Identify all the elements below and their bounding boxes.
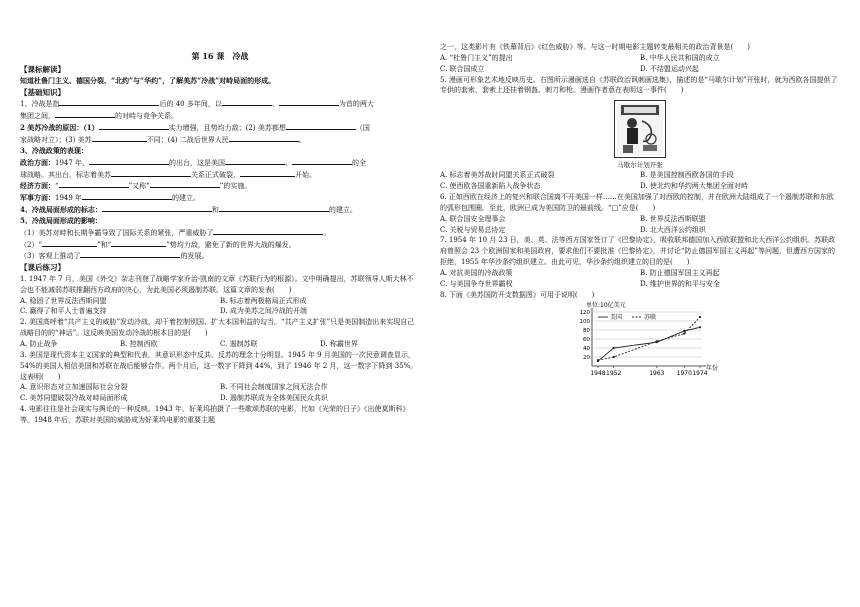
fill-blank[interactable] (99, 122, 169, 130)
option-c[interactable]: C. 关税与贸易总协定 (440, 225, 506, 234)
option-a[interactable]: A. 稳固了世界反法西斯同盟 (20, 296, 107, 305)
chart-legend (598, 313, 656, 321)
text: 的建立。 (328, 206, 357, 215)
text: 家战略对立）；(3) 美苏 (20, 136, 92, 145)
text: 1949 年 (55, 194, 83, 203)
text: 1947 年， (55, 158, 90, 167)
question-1-options (20, 296, 420, 318)
knowledge-5-item-3 (20, 250, 420, 262)
x-axis-label: 年份 (706, 365, 719, 373)
text: 不同；(4) 二战后世界人民 (146, 136, 229, 145)
chart-svg (570, 300, 730, 384)
knowledge-2-line-1 (20, 122, 420, 134)
text: （国 (355, 124, 370, 133)
standard-text: 知道杜鲁门主义、德国分裂、“北约”与“华约”，了解美苏“冷战”对峙局面的形成。 (20, 76, 276, 86)
option-a[interactable]: A. 防止战争 (20, 339, 58, 348)
option-a[interactable]: A. 标志着美苏战时同盟关系正式破裂 (440, 171, 555, 180)
fill-blank[interactable] (279, 98, 339, 106)
knowledge-5-item-1 (20, 227, 420, 239)
knowledge-1-line-2 (20, 110, 420, 122)
knowledge-1-line-1 (20, 98, 420, 110)
question-6: 6. 正如西欧在经济上的复兴和联合国离不开美国一样……在美国加强了对西欧的控制，并在欧洲大陆组成了一个遏制苏联和东欧的弧形包围圈。至此，欧洲已成为美国防卫的最前线。“□”应是( ) (440, 192, 834, 212)
option-b[interactable]: B. 控制西欧 (120, 339, 158, 348)
point-usa (613, 347, 615, 349)
text: 为首的两大 (338, 100, 374, 109)
question-5-options (440, 170, 840, 192)
question-7-options (440, 268, 840, 290)
x-tick-label: 1974 (692, 370, 708, 378)
fill-blank[interactable] (82, 192, 172, 200)
question-7: 7. 1954 年 10 月 23 日，美、英、法等西方国家签订了《巴黎协定》，吸收联邦德国加入西欧联盟和北大西洋公约组织。苏联政府曾照会 23 个欧洲国家和美国政府，要求他们不要批准《巴黎协定》，并讨论“防止德国军国主义再起”等问题，但遭西方国家的拒绝，1955 年华沙条约组织建立。由此可见，华沙条约组织建立的目的是( ) (440, 236, 836, 267)
option-b[interactable]: B. 防止德国军国主义再起 (640, 268, 720, 277)
question-4-options (440, 53, 840, 75)
text: 的建立。 (172, 194, 201, 203)
option-b[interactable]: B. 标志着两极格局正式形成 (220, 296, 307, 305)
x-tick-label: 1963 (649, 370, 665, 378)
fill-blank[interactable] (286, 122, 356, 130)
text: 。 (323, 228, 331, 237)
text: ”又称“ (128, 182, 150, 191)
option-c[interactable]: C. 遏制苏联 (220, 339, 258, 348)
knowledge-3-politics-1 (20, 157, 420, 169)
option-c[interactable]: C. 使西欧各国重新陷入战争状态 (440, 182, 541, 191)
question-4: 4. 电影往往是社会现实与舆论的一种反映。1943 年，好莱坞拍摄了一些歌颂苏联的电影，比如《光荣的日子》《出使莫斯科》等。1948 年后，苏联对美国的威胁成为好莱坞电影的重要主题 (20, 405, 410, 424)
left-column (20, 50, 420, 426)
text: 军事方面： (20, 193, 55, 203)
option-a[interactable]: A. “杜鲁门主义”的提出 (440, 53, 513, 62)
text: 2 美苏冷战的原因：（1） (20, 123, 99, 133)
text: （3）客观上推动了 (20, 252, 81, 261)
x-tick-label: 1948 (590, 370, 606, 378)
fill-blank[interactable] (111, 169, 191, 177)
text: 球战略。其出台，标志着美苏 (20, 170, 111, 179)
section-standard-heading: 【课标解读】 (20, 65, 65, 75)
option-c[interactable]: C. 与美国争夺世界霸权 (440, 279, 513, 288)
fill-blank[interactable] (55, 110, 115, 118)
text: 和 (211, 206, 219, 215)
knowledge-3-heading: 3、冷战政策的表现： (20, 145, 88, 155)
text: ”和“ (97, 240, 112, 249)
option-d[interactable]: D. 不结盟运动兴起 (640, 64, 699, 73)
fill-blank[interactable] (111, 239, 166, 247)
option-a[interactable]: A. 对抗美国的冷战政策 (440, 268, 513, 277)
option-d[interactable]: D. 遏制苏联成为全体美国民众共识 (220, 394, 328, 403)
point-ussr (683, 333, 685, 335)
section-exercise-heading: 【课后练习】 (20, 263, 65, 273)
fill-blank[interactable] (240, 169, 295, 177)
text: 实力增强，且势均力敌；(2) 美苏都想 (168, 124, 286, 133)
question-6-options (440, 214, 840, 236)
text: （2）“ (20, 240, 43, 249)
text: 1、冷战是指 (20, 100, 60, 109)
question-4-continued: 之一，这类影片有《铁幕背后》《红色威胁》等。与这一时期电影主题转变最相关的政治背景是( ) (440, 43, 750, 51)
fill-blank[interactable] (42, 239, 97, 247)
text: ”的实施。 (219, 182, 252, 191)
question-5: 5. 漫画可形象艺术地反映历史。右图所示漫画选自《苏联政治讽刺画选集》，描述的是“马歇尔计划”开张时，就为西欧各国提供了专供的套索，套索上还挂着钢盔、刺刀和枪。漫画作者意在表明这一事件( ) (440, 75, 838, 95)
fill-blank[interactable] (222, 98, 272, 106)
option-d[interactable]: D. 维护世界的和平与安全 (640, 279, 720, 288)
text: 4、冷战局面形成的标志： (20, 205, 102, 215)
y-tick-label: 40 (583, 346, 590, 353)
fill-blank[interactable] (213, 227, 323, 235)
fill-blank[interactable] (225, 157, 285, 165)
fill-blank[interactable] (59, 180, 129, 188)
fill-blank[interactable] (59, 98, 159, 106)
text: 。 (298, 136, 306, 145)
knowledge-3-economy (20, 180, 420, 192)
option-d[interactable]: D. 北大西洋公约组织 (640, 225, 706, 234)
point-ussr (597, 359, 599, 361)
point-usa (683, 330, 685, 332)
text: 经济方面： (20, 181, 55, 191)
section-basic-heading: 【基础知识】 (20, 87, 65, 97)
cartoon-illustration (614, 100, 666, 158)
y-axis-label: 单位:10亿美元 (586, 302, 626, 310)
text: 关系正式破裂， (191, 170, 240, 179)
lesson-title: 第 16 课 冷战 (191, 51, 249, 61)
option-d[interactable]: D. 成为美苏之间冷战的开端 (220, 307, 307, 316)
legend-label-usa: 美国 (610, 314, 623, 322)
series-line-ussr (598, 317, 700, 360)
option-b[interactable]: B. 是美国控制西欧各国的手段 (640, 171, 734, 180)
option-a[interactable]: A. 意识形态对立加速国际社会分裂 (20, 383, 128, 392)
x-tick-label: 1970 (676, 370, 692, 378)
question-2-options (20, 339, 420, 350)
fill-blank[interactable] (102, 204, 212, 212)
text: （1）美苏对峙和长期争霸导致了国际关系的紧张，严重威胁了 (20, 228, 214, 237)
option-c[interactable]: C. 美苏同盟破裂冷战对峙局面形成 (20, 394, 128, 403)
text: 、 (271, 100, 279, 109)
knowledge-5-heading: 5、冷战局面形成的影响： (20, 215, 102, 225)
fill-blank[interactable] (292, 157, 352, 165)
question-3: 3. 美国是现代资本主义国家的典型和代表，其意识形态中反共、反苏的理念十分明显。1945 年 9 月美国的一次民意调查显示，54%的美国人相信美国和苏联在战后能够合作。两个月后，这一数字下降到 44%，到了 1946 年 2 月，这一数字下降到 35%。这表明( ) (20, 350, 418, 381)
question-8: 8. 下面《美苏国防开支数据图》可用于说明( ) (440, 290, 595, 299)
defense-spending-chart (570, 300, 730, 384)
option-a[interactable]: A. 联合国安全理事会 (440, 214, 506, 223)
text: ”势均力敌，避免了新的世界大战的爆发。 (166, 240, 296, 249)
fill-blank[interactable] (229, 134, 299, 142)
fill-blank[interactable] (80, 250, 180, 258)
option-c[interactable]: C. 联合国成立 (440, 64, 485, 73)
text: 开始。 (295, 170, 316, 179)
y-tick-label: 100 (579, 319, 590, 326)
knowledge-3-military (20, 192, 420, 204)
knowledge-3-politics-2 (20, 169, 420, 181)
fill-blank[interactable] (92, 134, 147, 142)
option-b[interactable]: B. 中华人民共和国的成立 (640, 53, 720, 62)
knowledge-5-item-2 (20, 239, 420, 251)
right-column (440, 42, 840, 384)
y-tick-label: 120 (579, 310, 590, 317)
point-usa (699, 327, 701, 329)
legend-label-ussr: 苏联 (644, 314, 657, 322)
fill-blank[interactable] (150, 180, 220, 188)
text: 的对峙与竞争关系。 (115, 112, 178, 121)
text: 的发展。 (180, 252, 209, 261)
option-d[interactable]: D. 称霸世界 (320, 339, 358, 348)
y-tick-label: 80 (583, 328, 590, 335)
text: 、 (285, 158, 293, 167)
fill-blank[interactable] (219, 204, 329, 212)
knowledge-2-line-2 (20, 134, 420, 146)
text: “ (55, 182, 59, 191)
cartoon-caption: 马歇尔计划开张 (617, 161, 663, 170)
knowledge-4 (20, 204, 420, 216)
y-tick-label: 60 (583, 337, 590, 344)
x-tick-label: 1952 (606, 370, 622, 378)
text: 的出台，这是美国 (169, 158, 226, 167)
text: 的全 (352, 158, 367, 167)
question-1: 1. 1947 年 7 月，美国《外交》杂志刊登了战略学家乔治·凯南的文章《苏联行为的根源》。文中明确提出，苏联领导人斯大林不会也不能减弱苏联推翻西方政府的决心，为此美国必须遏制苏联。这篇文章的发表( ) (20, 274, 414, 294)
point-ussr (699, 316, 701, 318)
question-2: 2. 美国高呼着“共产主义的威胁”发动冷战，却干着控制别国、扩大本国利益的勾当。“共产主义扩张”只是美国制造出来实现自己战略目的的“神话”。这反映美国发动冷战的根本目的是( ) (20, 318, 415, 338)
option-d[interactable]: D. 使北约和华约两大集团全面对峙 (640, 182, 748, 191)
fill-blank[interactable] (89, 157, 169, 165)
question-3-options (20, 382, 420, 404)
point-ussr (656, 341, 658, 343)
y-tick-label: 20 (583, 355, 590, 362)
text: 政治方面： (20, 157, 55, 167)
text: 后的 40 多年间，以 (159, 100, 222, 109)
text: 集团之间， (20, 112, 55, 121)
option-b[interactable]: B. 世界反法西斯联盟 (640, 214, 706, 223)
point-ussr (613, 356, 615, 358)
option-b[interactable]: B. 不同社会制度国家之间无法合作 (220, 383, 328, 392)
cartoon-drawing (615, 101, 665, 157)
option-c[interactable]: C. 赢得了和平人士普遍支持 (20, 307, 107, 316)
